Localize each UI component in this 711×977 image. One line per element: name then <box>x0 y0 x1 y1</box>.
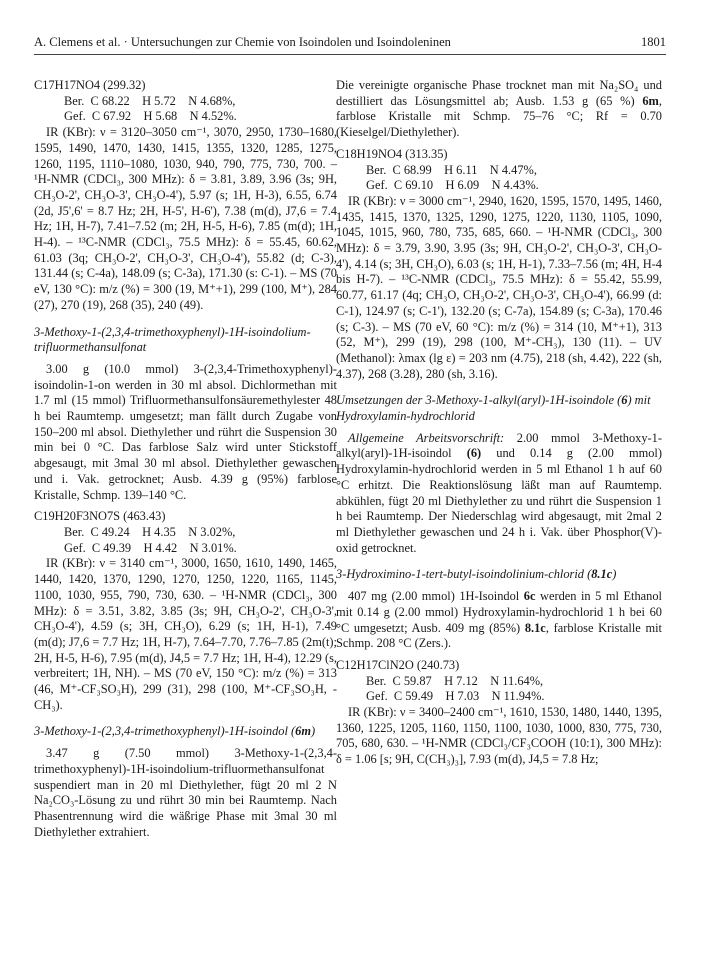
procedure-paragraph <box>336 78 662 141</box>
text-run: Die vereinigte organische Phase trocknet man mit Na₂SO₄ und destilliert das Lösungsmittel ab; Ausb. 1.53 g (65 %) <box>336 78 662 108</box>
procedure-paragraph <box>336 589 662 652</box>
right-column <box>336 78 662 768</box>
analysis-found: Gef. C 59.49 H 7.03 N 11.94%. <box>366 689 545 704</box>
spectra-paragraph: IR (KBr): ν = 3140 cm⁻¹, 3000, 1650, 1610, 1490, 1465, 1440, 1420, 1370, 1290, 1270, 1250, 1220, 1165, 1145, 1100, 1030, 955, 790, 730, 630. – ¹H-NMR (CDCl₃, 300 MHz): δ = 3.51, 3.82, 3.85 (3s; 9H, CH₃O-2', CH₃O-3', CH₃O-4'), 4.59 (s; 3H, CH₃O), 6.29 (s; 1H, H-1), 7.49 (m(d); J7,6 = 7.7 Hz; 1H, H-7), 7.64–7.70, 7.76–7.85 (2m(t); 2H, H-5, H-6), 7.95 (m(d), J4,5 = 7.7 Hz; 1H, H-4), 12.29 (s, verbreitert; 1H, NH). – MS (70 eV, 150 °C): m/z (%) = 313 (46, M⁺-CF₃SO₃H), 299 (31), 298 (100, M⁺-CF₃SO₃H, -CH₃). <box>34 556 337 712</box>
section-title <box>336 567 662 583</box>
text-run-italic: Allgemeine Arbeitsvorschrift: <box>348 430 505 445</box>
text-run: werden in 5 ml Ethanol mit 0.14 g (2.00 mmol) Hydroxylamin-hydrochlorid 1 h bei 60 °C umgesetzt; Ausb. 409 mg (85%) <box>336 589 662 635</box>
section-title: 3-Methoxy-1-(2,3,4-trimethoxyphenyl)-1H-isoindolium-trifluormethansulfonat <box>34 324 311 355</box>
section-title-text: 3-Methoxy-1-(2,3,4-trimethoxyphenyl)-1H-isoindol ( <box>34 724 296 739</box>
section-title <box>34 724 337 740</box>
compound-number: 8.1c <box>591 567 613 582</box>
compound-number: (6) <box>466 446 482 461</box>
procedure-paragraph <box>336 431 662 557</box>
formula-line: C12H17ClN2O (240.73) <box>336 657 460 672</box>
analysis-calculated: Ber. C 49.24 H 4.35 N 3.02%, <box>64 524 236 539</box>
procedure-paragraph: 3.00 g (10.0 mmol) 3-(2,3,4-Trimethoxyphenyl)-isoindolin-1-on werden in 30 ml absol. Dichlormethan mit 1.7 ml (15 mmol) Trifluormethansulfonsäuremethylester 48 h bei Raumtemp. umgesetzt; man fällt durch Zugabe von 150–200 ml absol. Diethylether und rührt die Suspension 30 min bei 0 °C. Das farblose Salz wird unter Stickstoff abgesaugt, mit 3mal 30 ml absol. Diethylether gewaschen und i. Vak. getrocknet; Ausb. 4.39 g (95%) farblose Kristalle, Schmp. 139–140 °C. <box>34 361 337 502</box>
text-run: 2.00 mmol 3-Methoxy-1-alkyl(aryl)-1H-isoindol <box>336 430 662 461</box>
analysis-calculated: Ber. C 68.99 H 6.11 N 4.47%, <box>366 162 537 177</box>
analysis-found: Gef. C 69.10 H 6.09 N 4.43%. <box>366 178 539 193</box>
compound-number: 6 <box>621 393 628 408</box>
section-title <box>336 393 662 424</box>
spectra-paragraph: IR (KBr): ν = 3400–2400 cm⁻¹, 1610, 1530, 1480, 1440, 1395, 1360, 1225, 1205, 1160, 1150, 1100, 1030, 1000, 830, 775, 730, 705, 680, 630. – ¹H-NMR (CDCl₃/CF₃COOH (10:1), 300 MHz): δ = 1.06 [s; 9H, C(CH₃)₃], 7.93 (m(d), J4,5 = 7.8 Hz; <box>336 705 662 767</box>
section-title-text: 3-Hydroximino-1-tert-butyl-isoindolinium-chlorid ( <box>336 567 592 582</box>
analysis-found: Gef. C 49.39 H 4.42 N 3.01%. <box>64 540 237 555</box>
spectra-paragraph: IR (KBr): ν = 3120–3050 cm⁻¹, 3070, 2950, 1730–1680, 1595, 1490, 1470, 1430, 1415, 1355, 1320, 1285, 1275, 1260, 1195, 1110–1080, 1030, 940, 790, 775, 730, 700. – ¹H-NMR (CDCl₃, 300 MHz): δ = 3.81, 3.89, 3.96 (3s; 9H, CH₃O-2', CH₃O-3', CH₃O-4'), 5.97 (s; 1H, H-3), 6.55, 6.74 (2d, J5',6' = 8.7 Hz; 2H, H-5', H-6'), 7.38 (m(d), J7,6 = 7.4 Hz; 1H, H-7), 7.41–7.52 (m; 2H, H-5, H-6), 7.85 (m(d); 1H, H-4). – ¹³C-NMR (CDCl₃, 75.5 MHz): δ = 55.45, 60.62, 61.03 (3q; CH₃O-2', CH₃O-3', CH₃O-4'), 55.82 (d; C-3), 131.44 (s; C-4a), 148.09 (s; C-3a), 171.30 (s: C-1). – MS (70 eV, 130 °C): m/z (%) = 300 (19, M⁺+1), 299 (100, M⁺), 284 (27), 270 (19), 268 (35), 240 (49). <box>34 125 337 312</box>
left-column <box>34 78 337 840</box>
formula-line: C18H19NO4 (313.35) <box>336 146 448 161</box>
spectra-paragraph: IR (KBr): ν = 3000 cm⁻¹, 2940, 1620, 1595, 1570, 1495, 1460, 1435, 1415, 1370, 1325, 1290, 1275, 1220, 1130, 1105, 1090, 1045, 1015, 960, 780, 735, 685, 660. – ¹H-NMR (CDCl₃, 300 MHz): δ = 3.79, 3.90, 3.95 (3s; 9H, CH₃O-2', CH₃O-3', CH₃O-4'), 4.14 (s; 3H, CH₃O), 6.03 (s; 1H, H-1), 7.33–7.56 (m; 4H, H-4 bis H-7). – ¹³C-NMR (CDCl₃, 75.5 MHz): δ = 55.42, 55.99, 60.77, 61.17 (4q; CH₃O, CH₃O-2', CH₃O-3', CH₃O-4'), 66.99 (d: C-1), 124.97 (s; C-1'), 132.20 (s; C-7a), 154.89 (s; C-3a), 170.46 (s; C-3). – MS (70 eV, 60 °C): m/z (%) = 314 (10, M⁺+1), 313 (52, M⁺), 299 (19), 298 (100, M⁺-CH₃), 130 (11). – UV (Methanol): λmax (lg ε) = 203 nm (4.75), 218 (sh, 4.42), 222 (sh, 4.37), 268 (3.28), 280 (sh, 3.16). <box>336 193 662 381</box>
text-run: und 0.14 g (2.00 mmol) Hydroxylamin-hydrochlorid werden in 5 ml Ethanol 1 h auf 60 °C erhitzt. Die Reaktionslösung läßt man auf Raumtemp. abkühlen, fügt 20 ml Diethylether zu und rührt die Suspension 1 h bei Raumtemp. Der Niederschlag wird abgesaugt, mit 2mal 2 ml Diethylether gewaschen und 24 h i. Vak. über Phosphor(V)-oxid getrocknet. <box>336 446 662 555</box>
analysis-calculated: Ber. C 68.22 H 5.72 N 4.68%, <box>64 93 236 108</box>
page-number: 1801 <box>641 35 666 49</box>
compound-number: 6m <box>642 93 659 108</box>
section-title-text: Umsetzungen der 3-Methoxy-1-alkyl(aryl)-1H-isoindole ( <box>336 393 622 408</box>
section-title-end: ) mit Hydroxylamin-hydrochlorid <box>336 393 651 424</box>
section-title-end: ) <box>311 724 316 739</box>
section-title-end: ) <box>612 567 617 582</box>
analysis-found: Gef. C 67.92 H 5.68 N 4.52%. <box>64 109 237 124</box>
procedure-paragraph: 3.47 g (7.50 mmol) 3-Methoxy-1-(2,3,4-trimethoxyphenyl)-1H-isoindolium-trifluormethansulfonat suspendiert man in 20 ml Diethylether, fügt 20 ml 2 N Na₂CO₃-Lösung zu und rührt 30 min bei Raumtemp. Nach Phasentrennung wird die wäßrige Phase mit 3mal 30 ml Diethylether extrahiert. <box>34 746 337 839</box>
text-run: 407 mg (2.00 mmol) 1H-Isoindol <box>348 589 524 604</box>
formula-line: C19H20F3NO7S (463.43) <box>34 509 166 524</box>
running-header <box>34 32 666 55</box>
text-run: , farblose Kristalle mit Schmp. 75–76 °C; Rf = 0.70 (Kieselgel/Diethylether). <box>336 93 662 140</box>
compound-number: 8.1c <box>524 620 546 635</box>
compound-number: 6m <box>295 724 311 739</box>
compound-number: 6c <box>523 589 536 604</box>
formula-line: C17H17NO4 (299.32) <box>34 78 146 92</box>
analysis-calculated: Ber. C 59.87 H 7.12 N 11.64%, <box>366 673 544 688</box>
text-run: , farblose Kristalle mit Schmp. 208 °C (Zers.). <box>336 620 662 651</box>
running-title: A. Clemens et al. · Untersuchungen zur Chemie von Isoindolen und Isoindoleninen <box>34 35 451 49</box>
